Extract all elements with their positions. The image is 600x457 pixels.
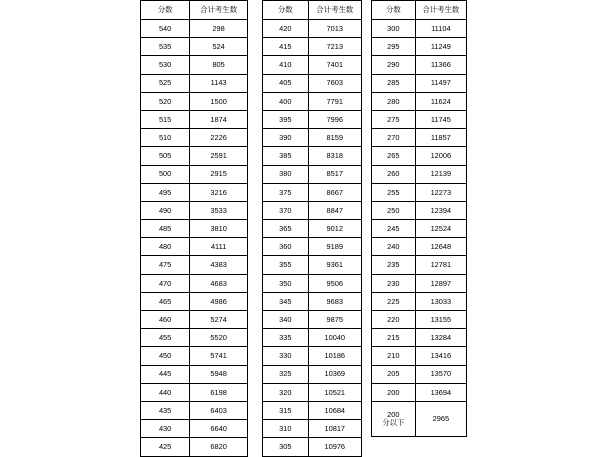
count-cell: 7791 bbox=[308, 92, 361, 110]
table-row bbox=[141, 165, 248, 183]
table-row bbox=[372, 183, 467, 201]
table-row bbox=[141, 329, 248, 347]
score-cell: 330 bbox=[263, 347, 309, 365]
score-cell: 265 bbox=[372, 147, 416, 165]
count-cell: 13033 bbox=[415, 292, 466, 310]
table-row bbox=[263, 438, 362, 456]
table-row bbox=[372, 365, 467, 383]
count-cell: 7013 bbox=[308, 20, 361, 38]
table-row bbox=[263, 401, 362, 419]
score-cell: 455 bbox=[141, 329, 190, 347]
count-cell: 10684 bbox=[308, 401, 361, 419]
score-table-2 bbox=[262, 0, 362, 457]
count-cell: 13284 bbox=[415, 329, 466, 347]
table-row bbox=[263, 292, 362, 310]
count-cell: 12648 bbox=[415, 238, 466, 256]
score-cell: 325 bbox=[263, 365, 309, 383]
score-cell: 235 bbox=[372, 256, 416, 274]
count-cell: 9361 bbox=[308, 256, 361, 274]
count-cell: 8667 bbox=[308, 183, 361, 201]
count-cell: 11857 bbox=[415, 129, 466, 147]
table-row bbox=[141, 383, 248, 401]
score-cell: 305 bbox=[263, 438, 309, 456]
table-header-row bbox=[372, 1, 467, 20]
count-cell: 11745 bbox=[415, 110, 466, 128]
count-cell: 12394 bbox=[415, 201, 466, 219]
score-cell: 335 bbox=[263, 329, 309, 347]
score-cell: 530 bbox=[141, 56, 190, 74]
score-cell: 485 bbox=[141, 220, 190, 238]
table-row bbox=[263, 165, 362, 183]
count-cell: 10817 bbox=[308, 420, 361, 438]
count-cell: 8847 bbox=[308, 201, 361, 219]
table-row bbox=[263, 147, 362, 165]
table-row bbox=[263, 347, 362, 365]
count-cell: 11624 bbox=[415, 92, 466, 110]
table-row bbox=[372, 220, 467, 238]
table-row bbox=[141, 365, 248, 383]
count-cell: 8159 bbox=[308, 129, 361, 147]
table-row bbox=[141, 201, 248, 219]
count-cell: 5274 bbox=[190, 311, 248, 329]
score-cell: 525 bbox=[141, 74, 190, 92]
score-cell: 540 bbox=[141, 20, 190, 38]
table-row bbox=[263, 238, 362, 256]
table-row bbox=[263, 110, 362, 128]
score-cell: 435 bbox=[141, 401, 190, 419]
count-cell: 1143 bbox=[190, 74, 248, 92]
count-cell: 5741 bbox=[190, 347, 248, 365]
score-cell: 535 bbox=[141, 38, 190, 56]
score-cell: 200 分以下 bbox=[372, 401, 416, 436]
count-cell: 11366 bbox=[415, 56, 466, 74]
score-table-3 bbox=[371, 0, 467, 437]
count-cell: 2915 bbox=[190, 165, 248, 183]
count-cell: 3810 bbox=[190, 220, 248, 238]
score-cell: 255 bbox=[372, 183, 416, 201]
count-cell: 524 bbox=[190, 38, 248, 56]
table-row bbox=[372, 238, 467, 256]
table-row bbox=[372, 329, 467, 347]
table-row bbox=[141, 147, 248, 165]
table-row bbox=[141, 401, 248, 419]
table-row bbox=[263, 256, 362, 274]
count-cell: 11249 bbox=[415, 38, 466, 56]
count-cell: 7996 bbox=[308, 110, 361, 128]
table-row bbox=[141, 56, 248, 74]
table-row bbox=[263, 311, 362, 329]
score-cell: 465 bbox=[141, 292, 190, 310]
table-row bbox=[141, 238, 248, 256]
score-cell: 300 bbox=[372, 20, 416, 38]
count-cell: 2965 bbox=[415, 401, 466, 436]
table-row bbox=[141, 274, 248, 292]
table-row bbox=[141, 420, 248, 438]
score-cell: 290 bbox=[372, 56, 416, 74]
count-cell: 805 bbox=[190, 56, 248, 74]
table-row bbox=[372, 347, 467, 365]
score-cell: 320 bbox=[263, 383, 309, 401]
score-cell: 420 bbox=[263, 20, 309, 38]
count-cell: 2591 bbox=[190, 147, 248, 165]
score-cell: 315 bbox=[263, 401, 309, 419]
score-cell: 275 bbox=[372, 110, 416, 128]
table-row bbox=[372, 274, 467, 292]
table-row bbox=[372, 74, 467, 92]
score-cell: 475 bbox=[141, 256, 190, 274]
score-cell: 510 bbox=[141, 129, 190, 147]
score-cell: 440 bbox=[141, 383, 190, 401]
header-score: 分数 bbox=[372, 1, 416, 20]
table-row bbox=[372, 92, 467, 110]
score-cell: 360 bbox=[263, 238, 309, 256]
table-row bbox=[372, 20, 467, 38]
score-cell: 425 bbox=[141, 438, 190, 456]
header-count: 合计考生数 bbox=[308, 1, 361, 20]
count-cell: 10040 bbox=[308, 329, 361, 347]
table-row bbox=[372, 147, 467, 165]
table-row bbox=[141, 110, 248, 128]
count-cell: 9506 bbox=[308, 274, 361, 292]
count-cell: 298 bbox=[190, 20, 248, 38]
header-score: 分数 bbox=[141, 1, 190, 20]
count-cell: 8517 bbox=[308, 165, 361, 183]
count-cell: 4986 bbox=[190, 292, 248, 310]
score-cell: 370 bbox=[263, 201, 309, 219]
score-cell: 490 bbox=[141, 201, 190, 219]
score-cell: 470 bbox=[141, 274, 190, 292]
score-table-1 bbox=[140, 0, 248, 457]
count-cell: 6198 bbox=[190, 383, 248, 401]
score-cell: 230 bbox=[372, 274, 416, 292]
score-cell: 350 bbox=[263, 274, 309, 292]
score-cell: 225 bbox=[372, 292, 416, 310]
table-row bbox=[141, 183, 248, 201]
score-cell: 280 bbox=[372, 92, 416, 110]
score-cell: 285 bbox=[372, 74, 416, 92]
table-row bbox=[263, 56, 362, 74]
score-cell: 450 bbox=[141, 347, 190, 365]
score-cell: 500 bbox=[141, 165, 190, 183]
count-cell: 6820 bbox=[190, 438, 248, 456]
count-cell: 6640 bbox=[190, 420, 248, 438]
score-cell: 380 bbox=[263, 165, 309, 183]
table-row bbox=[372, 165, 467, 183]
count-cell: 3216 bbox=[190, 183, 248, 201]
score-cell: 520 bbox=[141, 92, 190, 110]
count-cell: 2226 bbox=[190, 129, 248, 147]
count-cell: 1874 bbox=[190, 110, 248, 128]
count-cell: 12781 bbox=[415, 256, 466, 274]
count-cell: 7213 bbox=[308, 38, 361, 56]
count-cell: 13570 bbox=[415, 365, 466, 383]
table-row bbox=[141, 438, 248, 456]
score-cell: 480 bbox=[141, 238, 190, 256]
table-row bbox=[372, 383, 467, 401]
count-cell: 10186 bbox=[308, 347, 361, 365]
score-cell: 445 bbox=[141, 365, 190, 383]
score-cell: 460 bbox=[141, 311, 190, 329]
table-row bbox=[141, 74, 248, 92]
table-row bbox=[263, 220, 362, 238]
score-cell: 395 bbox=[263, 110, 309, 128]
score-cell: 215 bbox=[372, 329, 416, 347]
count-cell: 10976 bbox=[308, 438, 361, 456]
count-cell: 5520 bbox=[190, 329, 248, 347]
table-row bbox=[263, 38, 362, 56]
table-row bbox=[263, 74, 362, 92]
table-row bbox=[263, 274, 362, 292]
count-cell: 4383 bbox=[190, 256, 248, 274]
score-cell: 365 bbox=[263, 220, 309, 238]
score-cell: 210 bbox=[372, 347, 416, 365]
count-cell: 12139 bbox=[415, 165, 466, 183]
count-cell: 8318 bbox=[308, 147, 361, 165]
table-row bbox=[263, 129, 362, 147]
table-row bbox=[372, 38, 467, 56]
table-row bbox=[263, 365, 362, 383]
score-cell: 220 bbox=[372, 311, 416, 329]
score-cell: 310 bbox=[263, 420, 309, 438]
table-row bbox=[263, 383, 362, 401]
table-row bbox=[141, 311, 248, 329]
table-row bbox=[263, 420, 362, 438]
count-cell: 5948 bbox=[190, 365, 248, 383]
count-cell: 12524 bbox=[415, 220, 466, 238]
score-cell: 385 bbox=[263, 147, 309, 165]
table-header-row bbox=[141, 1, 248, 20]
score-cell: 340 bbox=[263, 311, 309, 329]
table-header-row bbox=[263, 1, 362, 20]
score-cell: 400 bbox=[263, 92, 309, 110]
count-cell: 9189 bbox=[308, 238, 361, 256]
count-cell: 7603 bbox=[308, 74, 361, 92]
score-cell: 205 bbox=[372, 365, 416, 383]
score-cell: 355 bbox=[263, 256, 309, 274]
table-row bbox=[141, 220, 248, 238]
table-row bbox=[141, 92, 248, 110]
table-row bbox=[372, 201, 467, 219]
count-cell: 12006 bbox=[415, 147, 466, 165]
table-row bbox=[263, 92, 362, 110]
count-cell: 12273 bbox=[415, 183, 466, 201]
count-cell: 12897 bbox=[415, 274, 466, 292]
table-row bbox=[372, 292, 467, 310]
table-row bbox=[141, 38, 248, 56]
score-cell: 345 bbox=[263, 292, 309, 310]
table-row bbox=[372, 129, 467, 147]
count-cell: 1500 bbox=[190, 92, 248, 110]
table-row bbox=[141, 129, 248, 147]
count-cell: 9012 bbox=[308, 220, 361, 238]
count-cell: 13155 bbox=[415, 311, 466, 329]
table-row bbox=[263, 201, 362, 219]
table-row bbox=[372, 256, 467, 274]
table-row bbox=[263, 329, 362, 347]
score-cell: 515 bbox=[141, 110, 190, 128]
score-cell: 495 bbox=[141, 183, 190, 201]
table-row bbox=[141, 292, 248, 310]
table-row bbox=[372, 311, 467, 329]
score-cell: 250 bbox=[372, 201, 416, 219]
count-cell: 10521 bbox=[308, 383, 361, 401]
header-count: 合计考生数 bbox=[415, 1, 466, 20]
table-row bbox=[263, 183, 362, 201]
count-cell: 4111 bbox=[190, 238, 248, 256]
count-cell: 9683 bbox=[308, 292, 361, 310]
table-row bbox=[141, 347, 248, 365]
table-row bbox=[372, 56, 467, 74]
score-cell: 245 bbox=[372, 220, 416, 238]
score-cell: 410 bbox=[263, 56, 309, 74]
count-cell: 11104 bbox=[415, 20, 466, 38]
score-cell: 200 bbox=[372, 383, 416, 401]
score-cell: 430 bbox=[141, 420, 190, 438]
count-cell: 13694 bbox=[415, 383, 466, 401]
table-row bbox=[141, 256, 248, 274]
table-row bbox=[263, 20, 362, 38]
score-cell: 295 bbox=[372, 38, 416, 56]
score-cell: 240 bbox=[372, 238, 416, 256]
count-cell: 3533 bbox=[190, 201, 248, 219]
header-count: 合计考生数 bbox=[190, 1, 248, 20]
header-score: 分数 bbox=[263, 1, 309, 20]
count-cell: 11497 bbox=[415, 74, 466, 92]
count-cell: 4683 bbox=[190, 274, 248, 292]
count-cell: 6403 bbox=[190, 401, 248, 419]
score-cell: 405 bbox=[263, 74, 309, 92]
table-row-last bbox=[372, 401, 467, 436]
count-cell: 9875 bbox=[308, 311, 361, 329]
count-cell: 13416 bbox=[415, 347, 466, 365]
score-cell: 390 bbox=[263, 129, 309, 147]
score-cell: 415 bbox=[263, 38, 309, 56]
table-row bbox=[141, 20, 248, 38]
table-row bbox=[372, 110, 467, 128]
count-cell: 10369 bbox=[308, 365, 361, 383]
score-cell: 375 bbox=[263, 183, 309, 201]
count-cell: 7401 bbox=[308, 56, 361, 74]
score-cell: 260 bbox=[372, 165, 416, 183]
score-cell: 505 bbox=[141, 147, 190, 165]
score-cell: 270 bbox=[372, 129, 416, 147]
